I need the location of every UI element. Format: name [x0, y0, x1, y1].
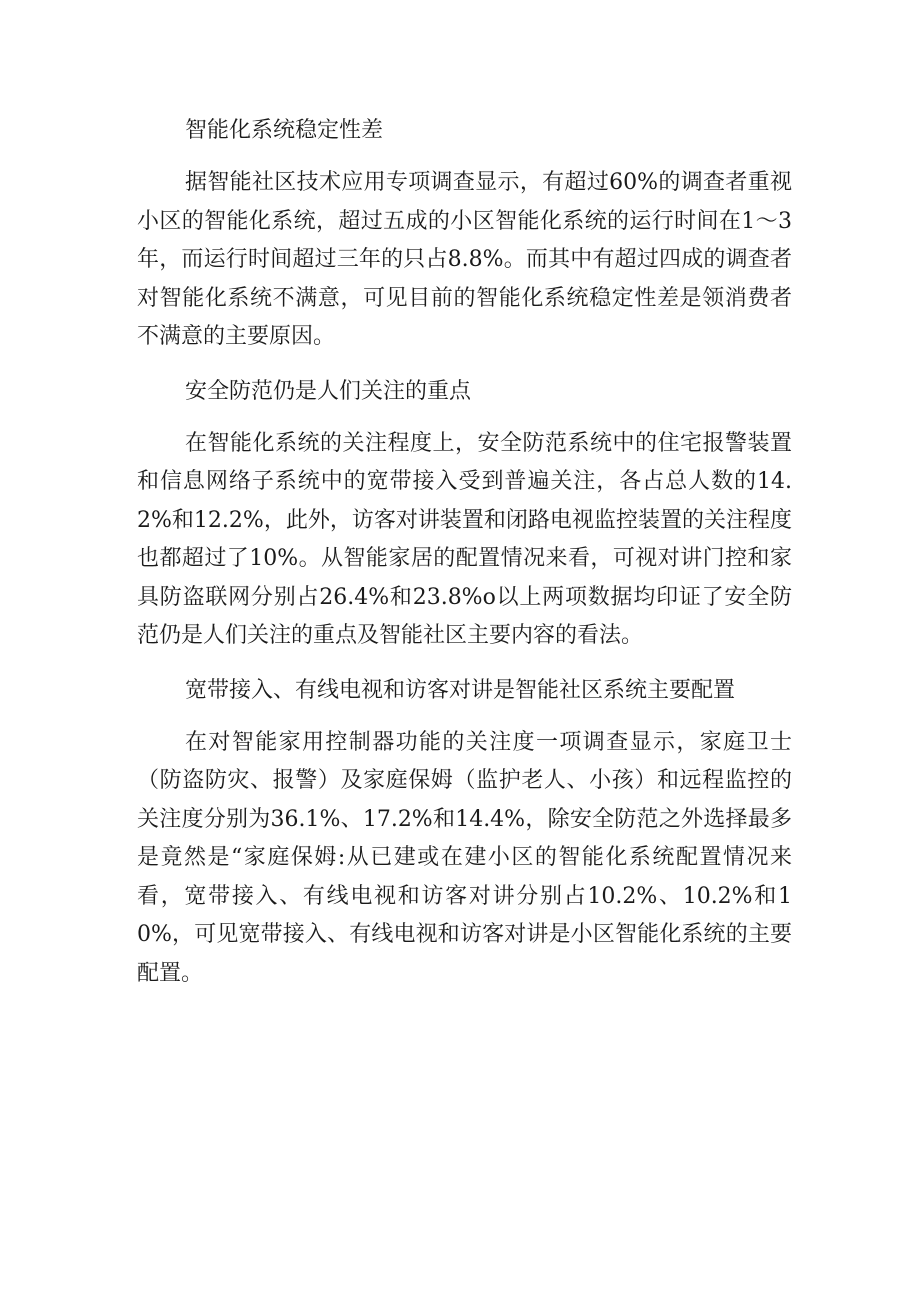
section-paragraph-configuration: 在对智能家用控制器功能的关注度一项调查显示，家庭卫士（防盗防灾、报警）及家庭保姆（监护老人、小孩）和远程监控的关注度分别为36.1%、17.2%和14.4%，除安全防范之外选择最多是竟然是“家庭保姆:从已建或在建小区的智能化系统配置情况来看，宽带接入、有线电视和访客对讲分别占10.2%、10.2%和10%，可见宽带接入、有线电视和访客对讲是小区智能化系统的主要配置。	[137, 729, 792, 986]
section-heading-security: 安全防范仍是人们关注的重点	[185, 378, 472, 404]
section-heading-configuration: 宽带接入、有线电视和访客对讲是智能社区系统主要配置	[185, 677, 736, 703]
document-page	[137, 112, 792, 1009]
section-paragraph-stability: 据智能社区技术应用专项调查显示，有超过60%的调查者重视小区的智能化系统，超过五成的小区智能化系统的运行时间在1～3年，而运行时间超过三年的只占8.8%。而其中有超过四成的调查者对智能化系统不满意，可见目前的智能化系统稳定性差是领消费者不满意的主要原因。	[137, 170, 792, 349]
section-paragraph-security: 在智能化系统的关注程度上，安全防范系统中的住宅报警装置和信息网络子系统中的宽带接入受到普遍关注，各占总人数的14.2%和12.2%，此外，访客对讲装置和闭路电视监控装置的关注程度也都超过了10%。从智能家居的配置情况来看，可视对讲门控和家具防盗联网分别占26.4%和23.8%o以上两项数据均印证了安全防范仍是人们关注的重点及智能社区主要内容的看法。	[137, 430, 792, 648]
section-heading-stability: 智能化系统稳定性差	[185, 118, 384, 143]
